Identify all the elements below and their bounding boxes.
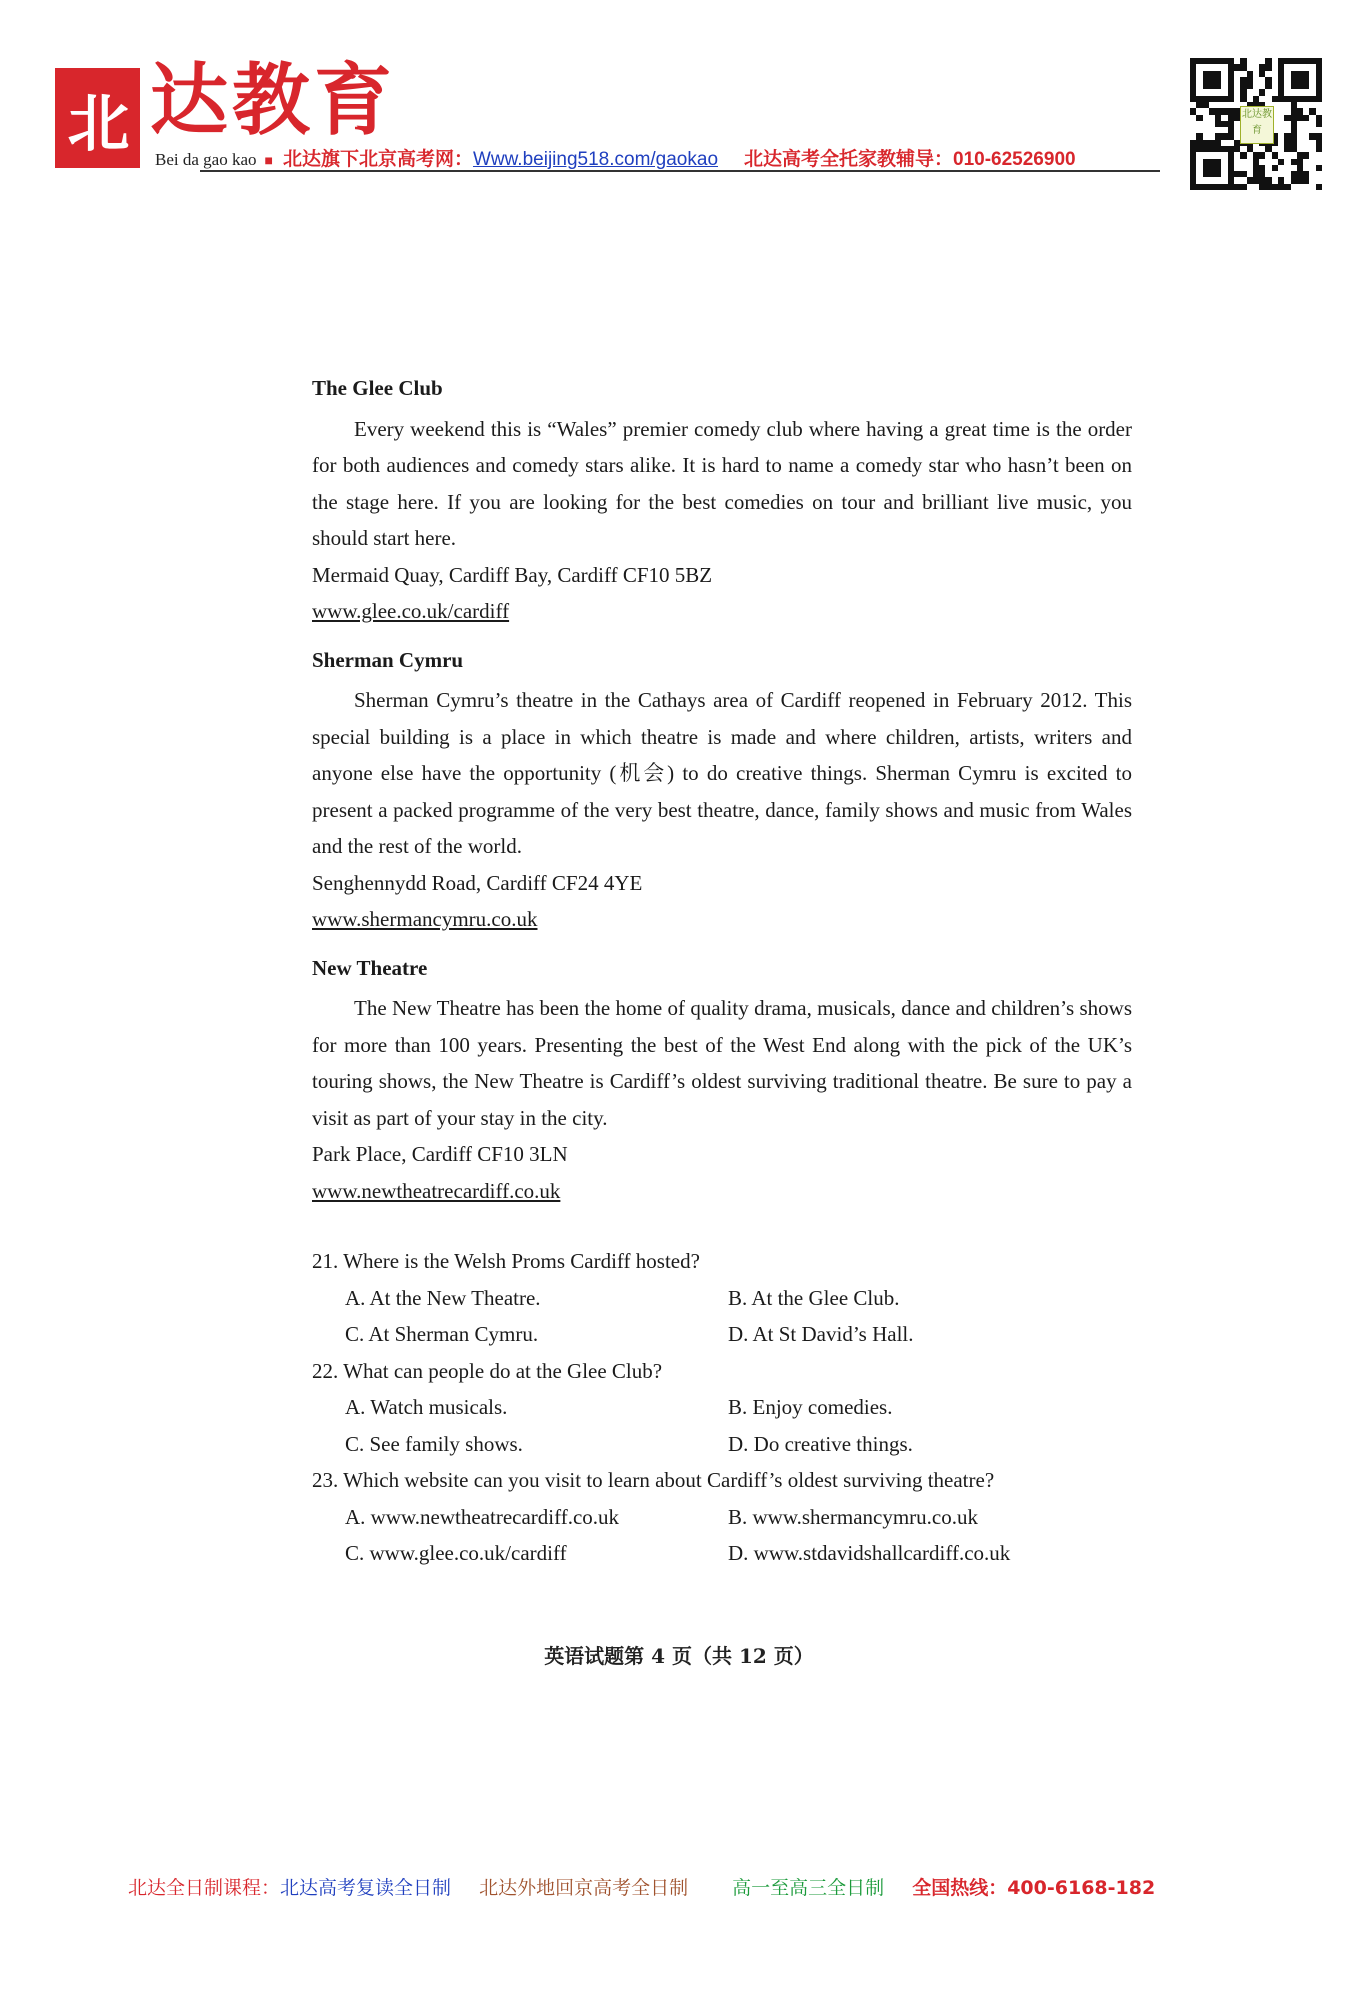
logo-pinyin: Bei da gao kao [155, 150, 257, 169]
section-title: Sherman Cymru [312, 647, 464, 672]
option-c: C. See family shows. [345, 1431, 523, 1456]
footer-item-return: 北达外地回京高考全日制 [479, 1877, 689, 1899]
question-23 [312, 1462, 1132, 1572]
option-c: C. www.glee.co.uk/cardiff [345, 1541, 567, 1565]
section-sherman-cymru [312, 642, 1132, 938]
option-b: B. www.shermancymru.co.uk [728, 1504, 979, 1529]
section-new-theatre [312, 950, 1132, 1210]
option-a: A. www.newtheatrecardiff.co.uk [345, 1504, 620, 1529]
section-title: New Theatre [312, 955, 428, 980]
question-options [312, 1499, 1132, 1572]
section-paragraph: The New Theatre has been the home of quality drama, musicals, dance and children’s shows for more than 100 years. Presenting the best of the West End along with the pick of the UK’s touring shows, the New Theatre is Cardiff’s oldest surviving traditional theatre. Be sure to pay a visit as part of your stay in the city. [312, 996, 1132, 1130]
logo-text: 达教育 [150, 55, 397, 146]
hotline-label: 北达高考全托家教辅导：010-62526900 [744, 149, 1076, 170]
question-stem: 23. Which website can you visit to learn about Cardiff’s oldest surviving theatre? [312, 1468, 995, 1492]
option-a: A. At the New Theatre. [345, 1285, 541, 1310]
section-url: www.glee.co.uk/cardiff [312, 599, 510, 623]
option-d: D. Do creative things. [728, 1431, 913, 1456]
site-link[interactable]: Www.beijing518.com/gaokao [472, 149, 719, 170]
page-number: 英语试题第 4 页（共 12 页） [544, 1644, 814, 1668]
header-line [155, 144, 1076, 171]
section-url: www.newtheatrecardiff.co.uk [312, 1178, 561, 1203]
question-list [312, 1243, 1132, 1572]
question-options [312, 1280, 1132, 1353]
footer-item-highschool: 高一至高三全日制 [732, 1877, 885, 1899]
logo-mark: 北 [55, 68, 140, 168]
footer [128, 1873, 1177, 1900]
question-stem: 21. Where is the Welsh Proms Cardiff hosted? [312, 1249, 700, 1273]
footer-hotline: 全国热线：400-6168-182 [912, 1877, 1156, 1899]
option-b: B. Enjoy comedies. [728, 1395, 893, 1419]
section-title: The Glee Club [312, 376, 443, 400]
option-c: C. At Sherman Cymru. [345, 1322, 539, 1346]
option-b: B. At the Glee Club. [728, 1285, 900, 1310]
question-21 [312, 1243, 1132, 1353]
qr-center-logo: 北达教育 [1240, 106, 1274, 144]
question-22 [312, 1353, 1132, 1463]
section-paragraph: Sherman Cymru’s theatre in the Cathays area of Cardiff reopened in February 2012. This special building is a place in which theatre is made and where children, artists, writers and anyone else have the opportunity (机会) to do creative things. Sherman Cymru is excited to present a packed programme of the very best theatre, dance, family shows and music from Wales and the rest of the world. [312, 688, 1132, 858]
footer-courses-label: 北达全日制课程： [128, 1877, 281, 1899]
question-options [312, 1389, 1132, 1462]
section-url: www.shermancymru.co.uk [312, 907, 538, 931]
section-glee-club [312, 370, 1132, 630]
footer-item-repeat: 北达高考复读全日制 [280, 1877, 452, 1899]
square-bullet-icon: ■ [264, 152, 273, 168]
exam-content [312, 370, 1132, 1572]
option-a: A. Watch musicals. [345, 1395, 508, 1419]
section-address: Senghennydd Road, Cardiff CF24 4YE [312, 870, 643, 895]
section-address: Park Place, Cardiff CF10 3LN [312, 1142, 568, 1166]
site-label: 北达旗下北京高考网： [282, 149, 473, 170]
header-divider [200, 170, 1160, 172]
section-paragraph: Every weekend this is “Wales” premier comedy club where having a great time is the order for both audiences and comedy stars alike. It is hard to name a comedy star who hasn’t been on the stage here. If you are looking for the best comedies on tour and brilliant live music, you should start here. [312, 416, 1132, 550]
option-d: D. www.stdavidshallcardiff.co.uk [728, 1541, 1011, 1565]
question-stem: 22. What can people do at the Glee Club? [312, 1358, 663, 1383]
section-address: Mermaid Quay, Cardiff Bay, Cardiff CF10 5BZ [312, 562, 713, 587]
option-d: D. At St David’s Hall. [728, 1322, 914, 1346]
